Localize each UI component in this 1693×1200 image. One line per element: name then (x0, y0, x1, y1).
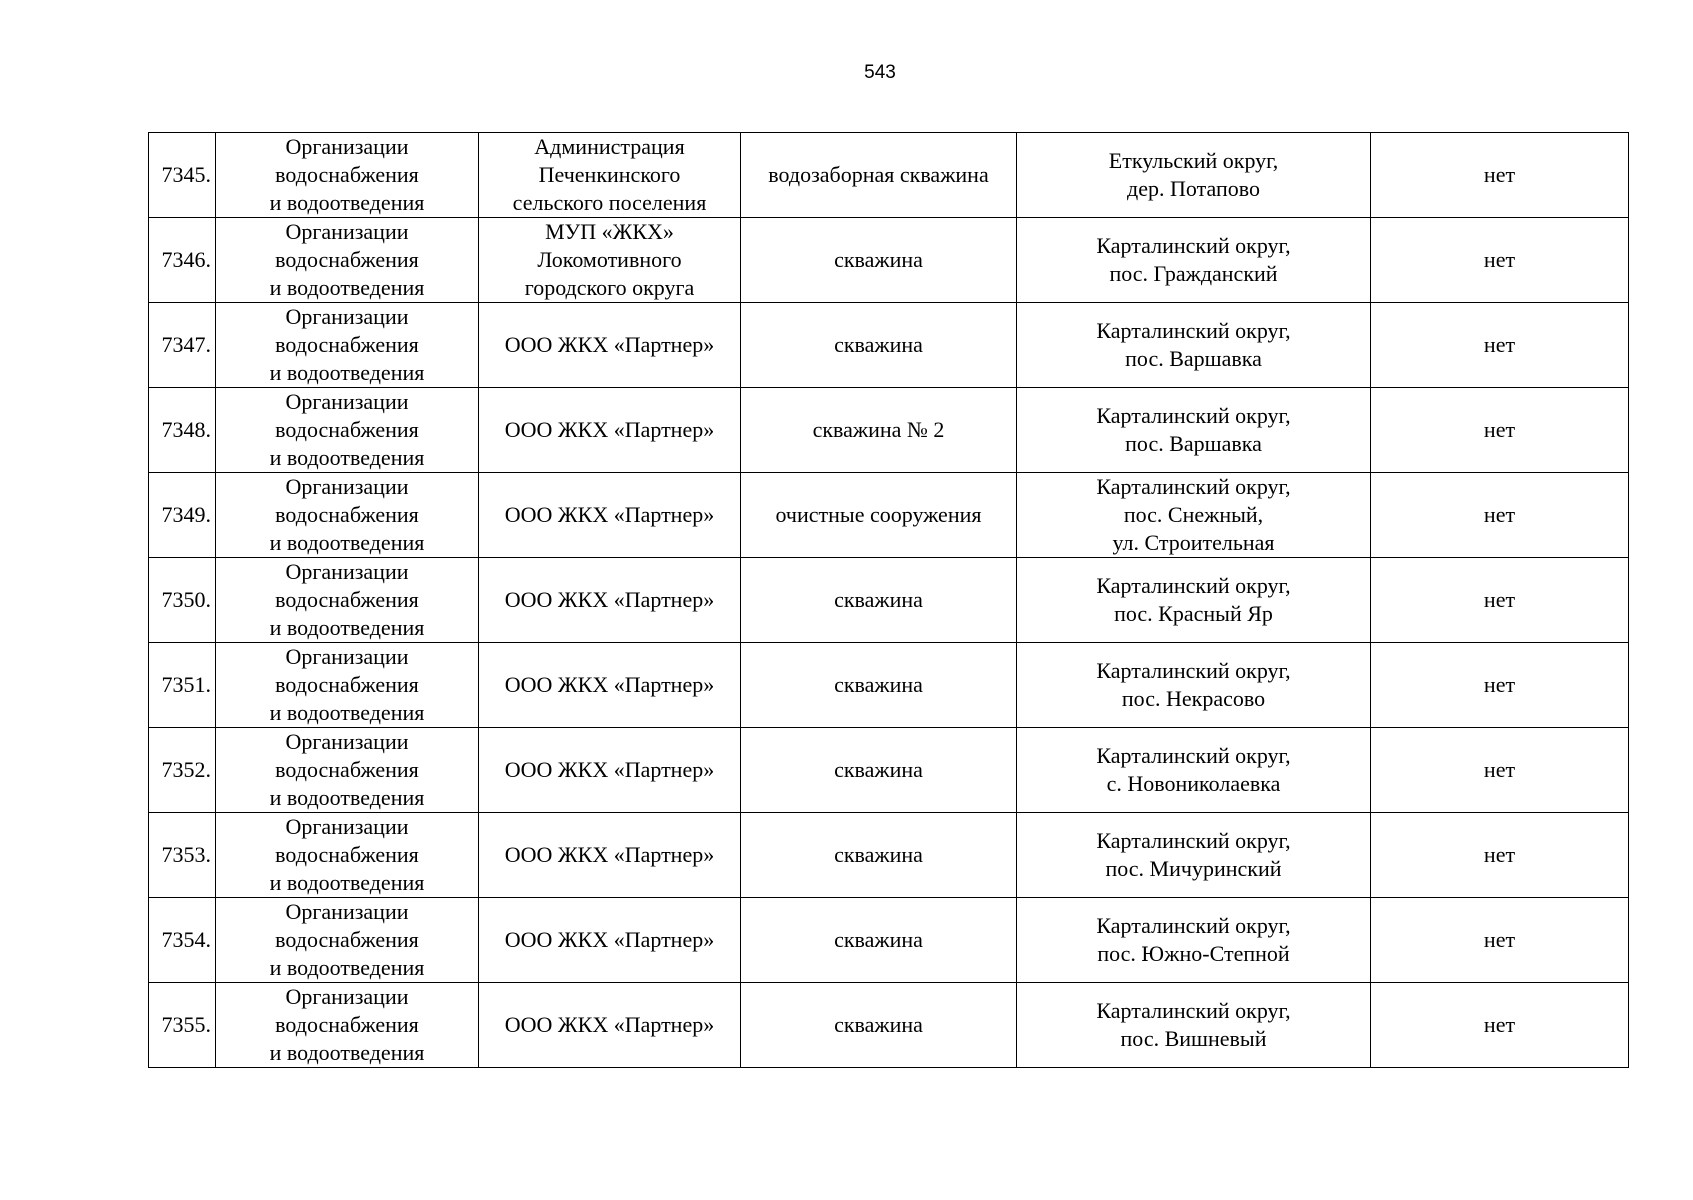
table-row (149, 303, 1629, 388)
category-cell: Организации водоснабжения и водоотведения (216, 898, 479, 983)
category-cell: Организации водоснабжения и водоотведения (216, 558, 479, 643)
row-number-cell: 7354. (149, 898, 216, 983)
organization-cell: ООО ЖКХ «Партнер» (479, 813, 741, 898)
location-cell: Карталинский округ, пос. Южно-Степной (1017, 898, 1371, 983)
organization-cell: Администрация Печенкинского сельского поселения (479, 133, 741, 218)
table-row (149, 558, 1629, 643)
location-cell: Карталинский округ, с. Новониколаевка (1017, 728, 1371, 813)
flag-cell: нет (1371, 558, 1629, 643)
location-cell: Карталинский округ, пос. Мичуринский (1017, 813, 1371, 898)
row-number-cell: 7355. (149, 983, 216, 1068)
object-cell: скважина (741, 728, 1017, 813)
object-cell: скважина (741, 813, 1017, 898)
row-number-cell: 7351. (149, 643, 216, 728)
flag-cell: нет (1371, 388, 1629, 473)
object-cell: скважина (741, 643, 1017, 728)
flag-cell: нет (1371, 303, 1629, 388)
category-cell: Организации водоснабжения и водоотведения (216, 983, 479, 1068)
location-cell: Карталинский округ, пос. Некрасово (1017, 643, 1371, 728)
category-cell: Организации водоснабжения и водоотведения (216, 218, 479, 303)
organization-cell: ООО ЖКХ «Партнер» (479, 558, 741, 643)
row-number-cell: 7348. (149, 388, 216, 473)
table-row (149, 473, 1629, 558)
table-row (149, 898, 1629, 983)
table-row (149, 643, 1629, 728)
registry-table (148, 132, 1629, 1068)
category-cell: Организации водоснабжения и водоотведения (216, 643, 479, 728)
table-row (149, 728, 1629, 813)
row-number-cell: 7352. (149, 728, 216, 813)
page-number: 543 (864, 62, 896, 83)
flag-cell: нет (1371, 728, 1629, 813)
object-cell: водозаборная скважина (741, 133, 1017, 218)
object-cell: скважина (741, 303, 1017, 388)
location-cell: Карталинский округ, пос. Варшавка (1017, 388, 1371, 473)
organization-cell: ООО ЖКХ «Партнер» (479, 643, 741, 728)
organization-cell: ООО ЖКХ «Партнер» (479, 983, 741, 1068)
organization-cell: ООО ЖКХ «Партнер» (479, 473, 741, 558)
object-cell: скважина (741, 983, 1017, 1068)
organization-cell: ООО ЖКХ «Партнер» (479, 388, 741, 473)
flag-cell: нет (1371, 898, 1629, 983)
organization-cell: ООО ЖКХ «Партнер» (479, 303, 741, 388)
location-cell: Карталинский округ, пос. Снежный, ул. Строительная (1017, 473, 1371, 558)
row-number-cell: 7350. (149, 558, 216, 643)
flag-cell: нет (1371, 813, 1629, 898)
category-cell: Организации водоснабжения и водоотведения (216, 388, 479, 473)
category-cell: Организации водоснабжения и водоотведения (216, 133, 479, 218)
organization-cell: МУП «ЖКХ» Локомотивного городского округа (479, 218, 741, 303)
row-number-cell: 7349. (149, 473, 216, 558)
flag-cell: нет (1371, 133, 1629, 218)
table-row (149, 983, 1629, 1068)
table-row (149, 813, 1629, 898)
object-cell: очистные сооружения (741, 473, 1017, 558)
flag-cell: нет (1371, 983, 1629, 1068)
object-cell: скважина № 2 (741, 388, 1017, 473)
table-row (149, 218, 1629, 303)
row-number-cell: 7353. (149, 813, 216, 898)
object-cell: скважина (741, 558, 1017, 643)
flag-cell: нет (1371, 218, 1629, 303)
location-cell: Карталинский округ, пос. Гражданский (1017, 218, 1371, 303)
location-cell: Карталинский округ, пос. Варшавка (1017, 303, 1371, 388)
table-row (149, 388, 1629, 473)
location-cell: Карталинский округ, пос. Вишневый (1017, 983, 1371, 1068)
location-cell: Карталинский округ, пос. Красный Яр (1017, 558, 1371, 643)
table-row (149, 133, 1629, 218)
organization-cell: ООО ЖКХ «Партнер» (479, 898, 741, 983)
row-number-cell: 7347. (149, 303, 216, 388)
flag-cell: нет (1371, 473, 1629, 558)
location-cell: Еткульский округ, дер. Потапово (1017, 133, 1371, 218)
category-cell: Организации водоснабжения и водоотведения (216, 303, 479, 388)
row-number-cell: 7346. (149, 218, 216, 303)
object-cell: скважина (741, 898, 1017, 983)
organization-cell: ООО ЖКХ «Партнер» (479, 728, 741, 813)
object-cell: скважина (741, 218, 1017, 303)
flag-cell: нет (1371, 643, 1629, 728)
category-cell: Организации водоснабжения и водоотведения (216, 813, 479, 898)
category-cell: Организации водоснабжения и водоотведения (216, 728, 479, 813)
row-number-cell: 7345. (149, 133, 216, 218)
category-cell: Организации водоснабжения и водоотведения (216, 473, 479, 558)
